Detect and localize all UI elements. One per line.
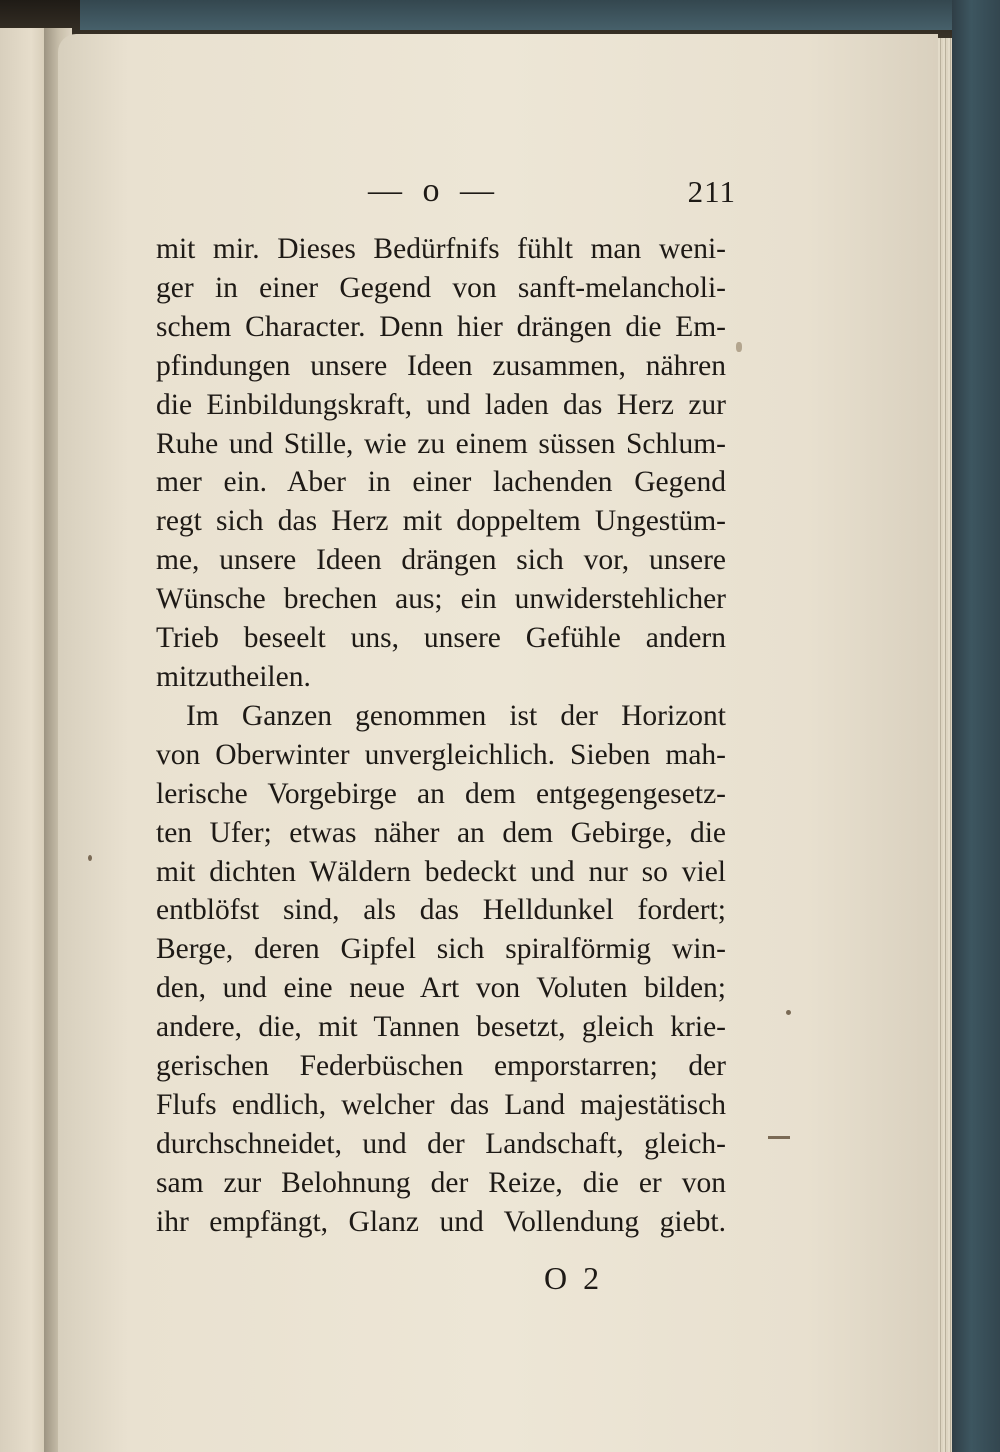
text-line: gerischen Federbüschen emporstarren; der	[156, 1050, 726, 1083]
text-line: von Oberwinter unvergleichlich. Sieben mah-	[156, 738, 726, 771]
text-line: Trieb beseelt uns, unsere Gefühle andern	[156, 622, 726, 655]
text-line: Flufs endlich, welcher das Land majestätisch	[156, 1088, 726, 1121]
text-line: durchschneidet, und der Landschaft, gleich-	[156, 1127, 726, 1160]
book-cover-right	[952, 0, 1000, 1452]
text-line: mit dichten Wäldern bedeckt und nur so viel	[156, 855, 726, 888]
stray-dot	[786, 1010, 791, 1015]
text-line: den, und eine neue Art von Voluten bilden;	[156, 972, 726, 1005]
text-line: me, unsere Ideen drängen sich vor, unsere	[156, 544, 726, 577]
text-line-paragraph-end: mitzutheilen.	[156, 660, 311, 693]
text-line: andere, die, mit Tannen besetzt, gleich krie-	[156, 1011, 726, 1044]
text-line: ihr empfängt, Glanz und Vollendung giebt.	[156, 1205, 726, 1238]
text-line-paragraph-start: Im Ganzen genommen ist der Horizont	[186, 699, 726, 732]
text-line: Berge, deren Gipfel sich spiralförmig win-	[156, 933, 726, 966]
text-line: Wünsche brechen aus; ein unwiderstehlicher	[156, 583, 726, 616]
text-line: schem Character. Denn hier drängen die Em-	[156, 310, 726, 343]
header-ornament: — o —	[368, 172, 500, 209]
text-line: sam zur Belohnung der Reize, die er von	[156, 1166, 726, 1199]
book-cover-top	[80, 0, 1000, 30]
running-header	[156, 172, 740, 222]
text-line: entblöfst sind, als das Helldunkel fordert;	[156, 894, 726, 927]
text-line: ger in einer Gegend von sanft-melancholi-	[156, 271, 726, 304]
text-line: mer ein. Aber in einer lachenden Gegend	[156, 466, 726, 499]
body-text	[156, 230, 726, 1242]
stray-dot	[88, 855, 92, 861]
stray-mark	[768, 1136, 790, 1139]
text-line: mit mir. Dieses Bedürfnifs fühlt man weni-	[156, 233, 726, 265]
text-line: lerische Vorgebirge an dem entgegengesetz-	[156, 777, 726, 810]
text-line: ten Ufer; etwas näher an dem Gebirge, die	[156, 816, 726, 849]
catchword-signature: O 2	[544, 1260, 604, 1296]
page-number: 211	[687, 174, 736, 209]
text-line: regt sich das Herz mit doppeltem Ungestüm-	[156, 505, 726, 538]
text-line: Ruhe und Stille, wie zu einem süssen Schlum-	[156, 427, 726, 460]
stray-stain	[736, 342, 742, 352]
text-line: die Einbildungskraft, und laden das Herz zur	[156, 388, 726, 421]
text-line: pfindungen unsere Ideen zusammen, nähren	[156, 349, 726, 382]
